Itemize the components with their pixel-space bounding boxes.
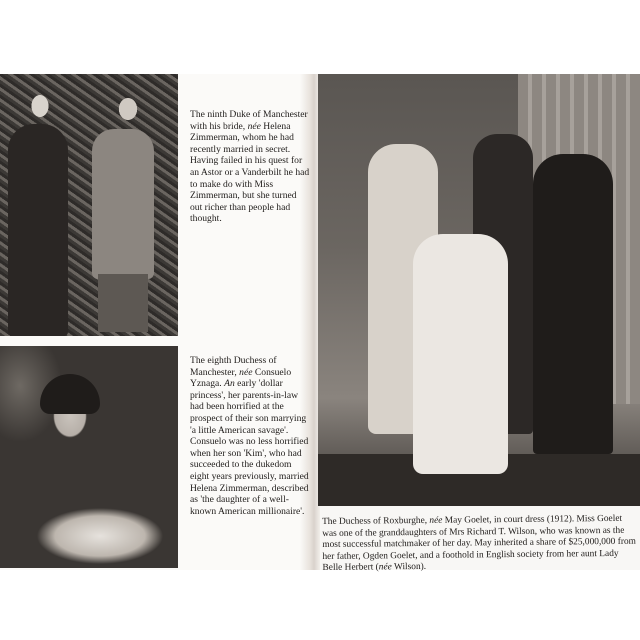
caption-text: The ninth Duke of Manchester with his bride, xyxy=(190,109,308,132)
photo-duke-and-bride xyxy=(0,74,178,336)
caption-italic: née xyxy=(429,515,443,526)
caption-eighth-duchess xyxy=(190,355,310,517)
caption-italic: née xyxy=(247,120,261,132)
photo-duchess-of-roxburghe-group xyxy=(318,74,640,506)
caption-text: May Goelet, in court dress (1912). Miss Goelet was one of the granddaughters of Mrs Richard T. Wilson, who was known as the most successful matchmaker of her day. May inherited a share of $25,000,000 from her father, Ogden Goelet, and a foothold in English society from her aunt Lady Belle Herbert ( xyxy=(322,513,636,574)
caption-text: Helena Zimmerman, whom he had recently married in secret. Having failed in his quest for an Astor or a Vanderbilt he had to make do with Miss Zimmerman, but she turned out richer than people had thought. xyxy=(190,120,310,225)
figure-officer-in-uniform xyxy=(533,154,613,454)
figure-woman-in-fur-coat xyxy=(8,124,68,336)
portrait-hair xyxy=(40,374,100,414)
caption-italic: née xyxy=(239,366,253,378)
figure-seated-duchess xyxy=(413,234,508,474)
photo-eighth-duchess-portrait xyxy=(0,346,178,568)
caption-text: The eighth Duchess of Manchester, xyxy=(190,355,277,378)
caption-italic: née xyxy=(378,562,392,573)
figure-man-in-tweed-suit xyxy=(92,129,154,279)
caption-ninth-duke xyxy=(190,109,310,225)
caption-text: The Duchess of Roxburghe, xyxy=(322,515,430,527)
caption-duchess-of-roxburghe xyxy=(322,514,638,575)
caption-text: Consuelo Yznaga. xyxy=(190,366,292,390)
caption-text: early 'dollar princess', her parents-in-law had been horrified at the prospect of their son marrying 'a little American savage'. Consuelo was no less horrified when her son 'Kim', who had succeeded to the dukedom eight years previously, married Helena Zimmerman, described as 'the daughter of a well-known American millionaire'. xyxy=(190,378,309,517)
caption-text: Wilson). xyxy=(391,562,427,573)
caption-italic: An xyxy=(224,378,235,390)
figure-man-legs xyxy=(98,274,148,332)
